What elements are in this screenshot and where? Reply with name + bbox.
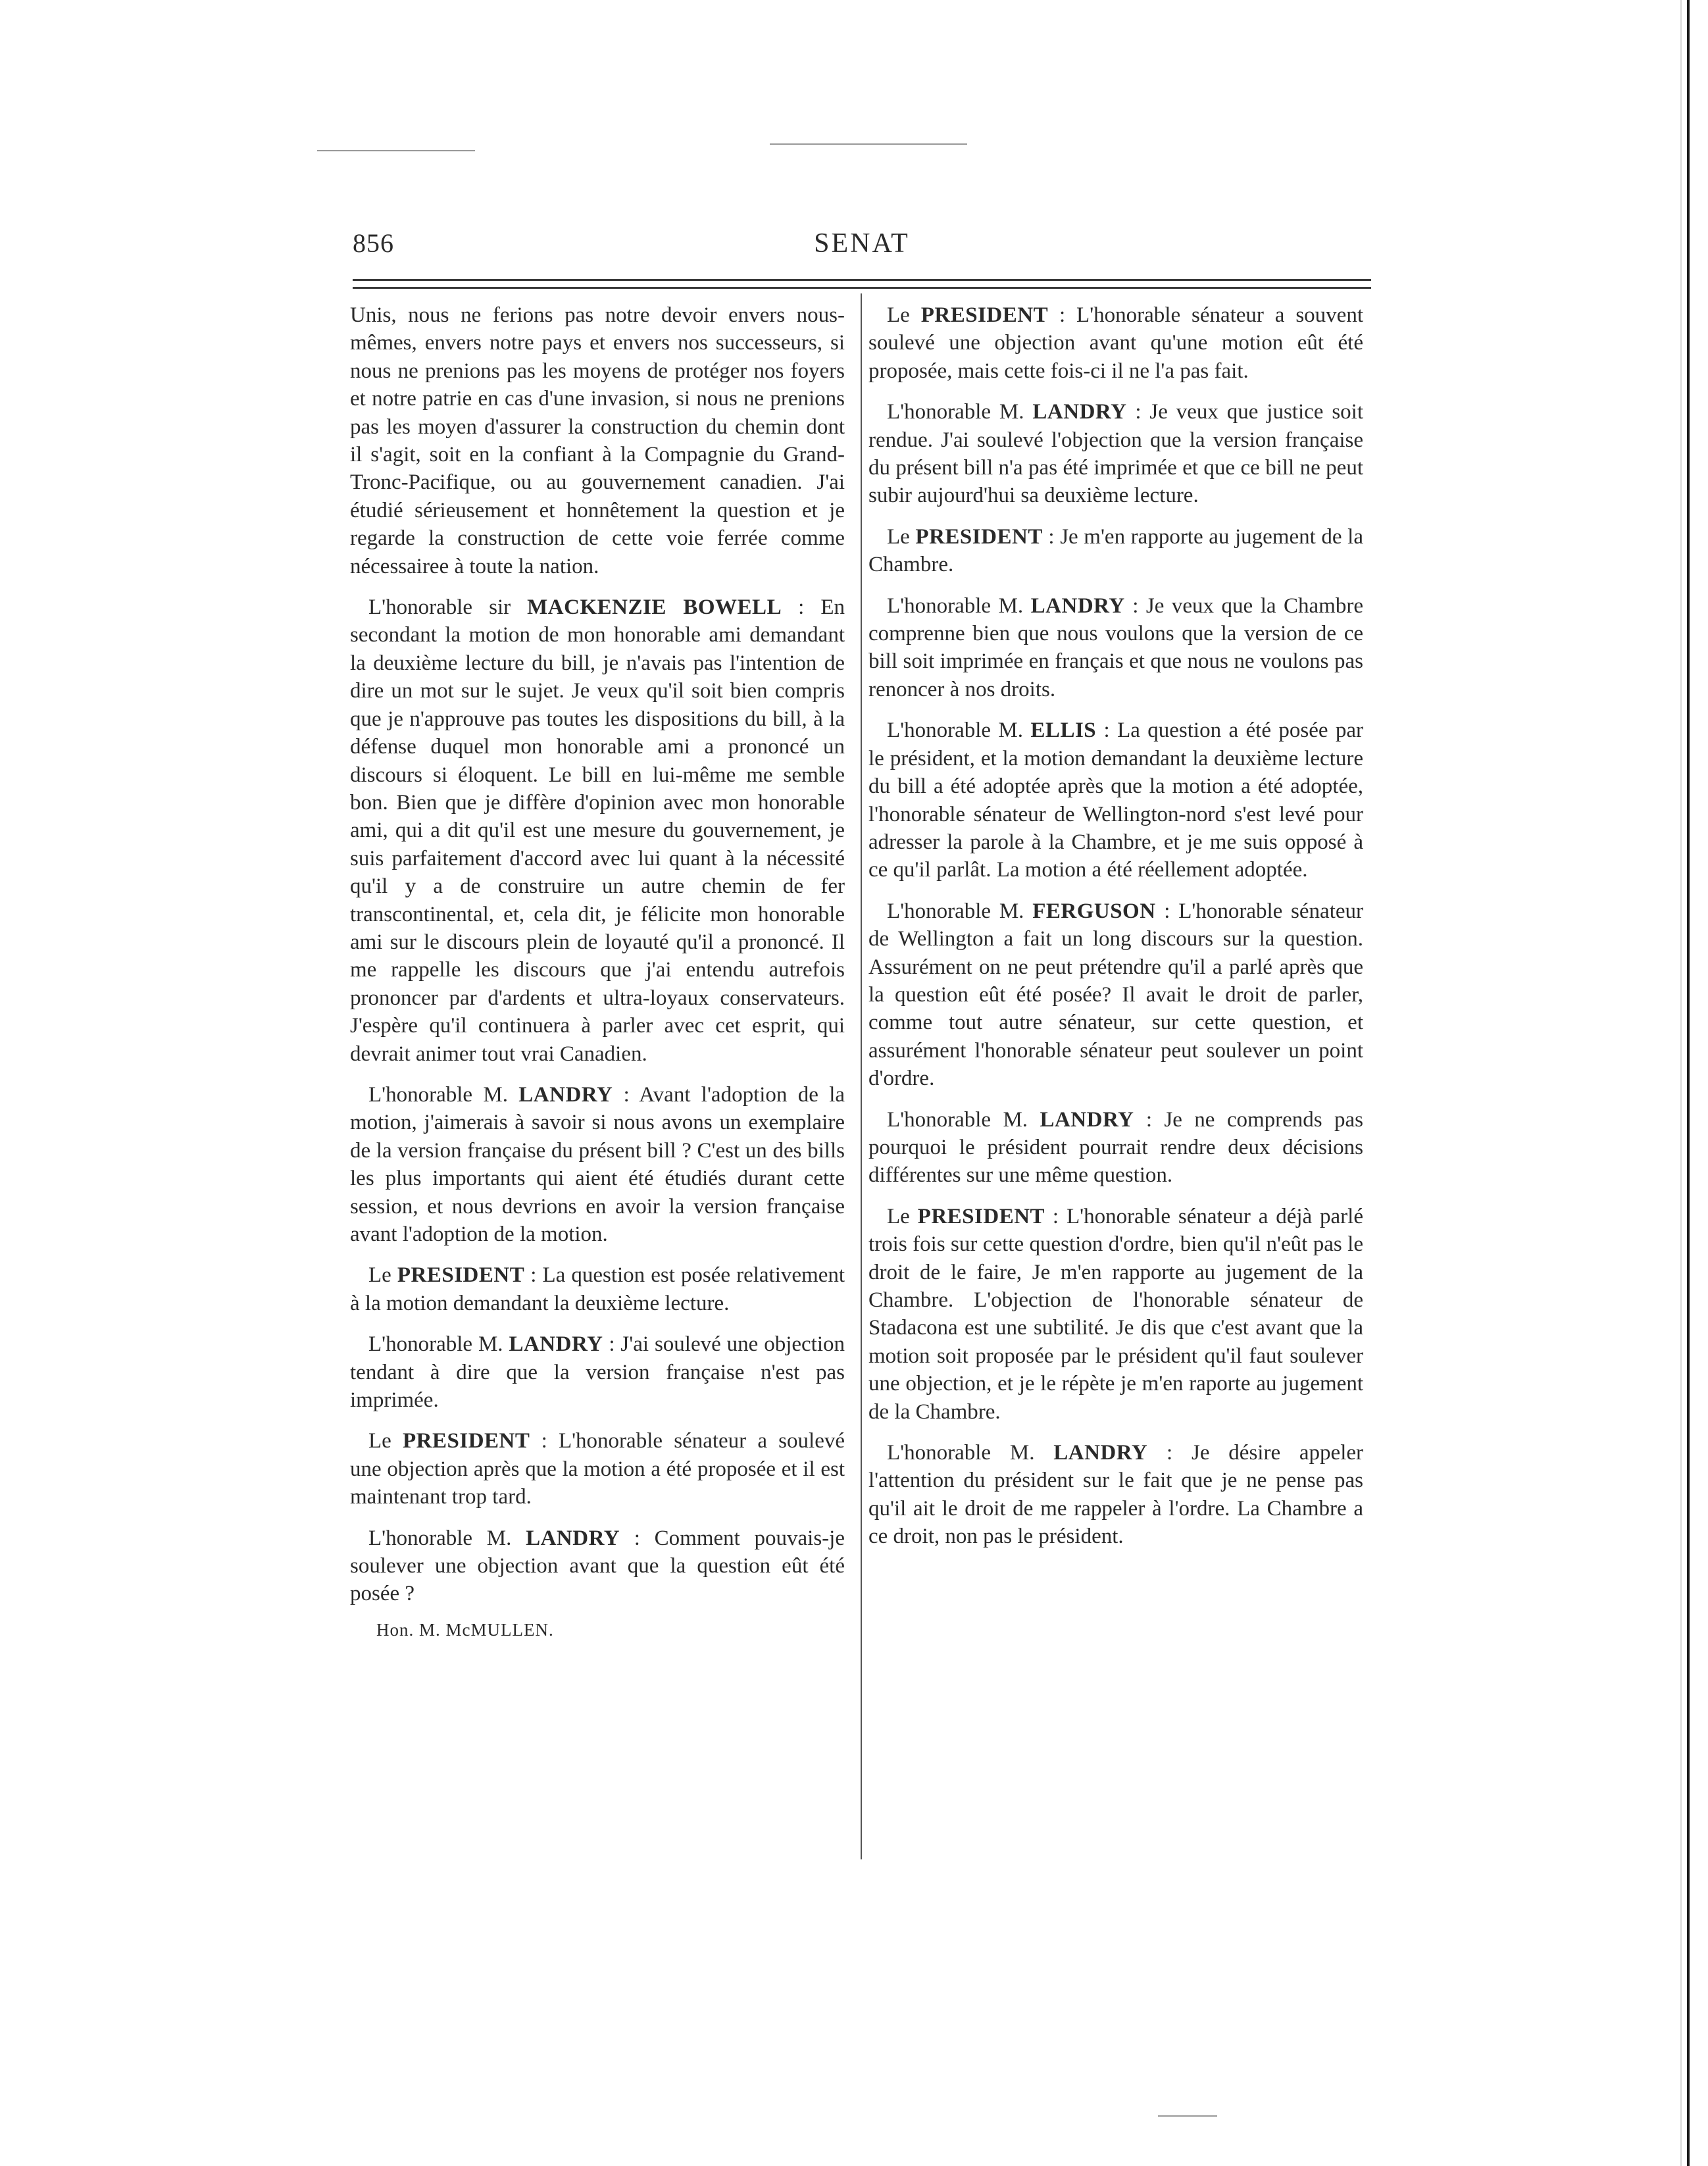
speaker-prefix: L'honorable M. xyxy=(887,899,1033,923)
speech-text: : Comment pouvais-je soulever une objection avant que la question eût été posée ? xyxy=(350,1526,845,1606)
speaker-prefix: Le xyxy=(368,1263,397,1288)
speech-paragraph xyxy=(868,1203,1363,1426)
speaker-name: LANDRY xyxy=(1053,1441,1148,1465)
speech-paragraph xyxy=(868,398,1363,510)
speech-text: : Je désire appeler l'attention du président sur le fait que je ne pense pas qu'il ait le droit de me rappeler à l'ordre. La Chambre a ce droit, non pas le président. xyxy=(868,1441,1363,1549)
speaker-prefix: L'honorable M. xyxy=(887,1107,1040,1132)
speaker-name: LANDRY xyxy=(1032,400,1127,424)
speech-paragraph xyxy=(350,1427,845,1511)
speaker-prefix: L'honorable M. xyxy=(368,1332,509,1357)
speech-text: : Avant l'adoption de la motion, j'aimerais à savoir si nous avons un exemplaire de la version française du présent bill ? C'est un des bills les plus importants qui aient été étudiés durant cette session, et nous devrions en avoir la version française avant l'adoption de la motion. xyxy=(350,1082,845,1246)
speech-text: : En secondant la motion de mon honorable ami demandant la deuxième lecture du bill, je n'avais pas l'intention de dire un mot sur le sujet. Je veux qu'il soit bien compris que je n'approuve pas toutes les dispositions du bill, à la défense duquel mon honorable ami a prononcé un discours si éloquent. Le bill en lui-même me semble bon. Bien que je diffère d'opinion avec mon honorable ami, qui a dit qu'il est une mesure du gouvernement, je suis parfaitement d'accord avec lui quant à la nécessité qu'il y a de construire un autre chemin de fer transcontinental, et, cela dit, je félicite mon honorable ami sur le discours plein de loyauté qu'il a prononcé. Il me rappelle les discours que j'ai entendu autrefois prononcer par d'ardents et ultra-loyaux conservateurs. J'espère qu'il continuera à parler avec cet esprit, qui devrait animer tout vrai Canadien. xyxy=(350,595,845,1066)
speaker-prefix: Le xyxy=(368,1429,403,1453)
page-number: 856 xyxy=(353,228,394,258)
speaker-name: LANDRY xyxy=(1040,1107,1134,1132)
speech-text: : La question est posée relativement à la motion demandant la deuxième lecture. xyxy=(350,1263,845,1315)
speaker-prefix: L'honorable M. xyxy=(887,1441,1054,1465)
scan-speck xyxy=(1158,2115,1217,2117)
speech-paragraph xyxy=(350,1081,845,1248)
speaker-name: LANDRY xyxy=(1030,593,1125,618)
continuation-paragraph: Unis, nous ne ferions pas notre devoir envers nous-mêmes, envers notre pays et envers nos successeurs, si nous ne prenions pas les moyens de protéger nos foyers et notre patrie en cas d'une invasion, si nous ne prenions pas les moyen d'assurer la construction du chemin dont il s'agit, soit en la confiant à la Compagnie du Grand-Tronc-Pacifique, ou au gouvernement canadien. J'ai étudié sérieusement et honnêtement la question et je regarde la construction de cette voie ferrée comme nécessairee à toute la nation. xyxy=(350,303,845,578)
speech-paragraph xyxy=(868,1439,1363,1551)
speaker-name: PRESIDENT xyxy=(920,303,1049,327)
scan-edge-line xyxy=(1687,0,1690,2166)
scan-speck xyxy=(770,143,967,145)
speaker-prefix: L'honorable M. xyxy=(368,1082,519,1107)
speech-text: : L'honorable sénateur a soulevé une objection après que la motion a été proposée et il est maintenant trop tard. xyxy=(350,1429,845,1509)
speech-paragraph xyxy=(868,523,1363,579)
speech-text: : Je veux que la Chambre comprenne bien que nous voulons que la version de ce bill soit imprimée en français et que nous ne voulons pas renoncer à nos droits. xyxy=(868,593,1363,701)
speech-text: : Je veux que justice soit rendue. J'ai soulevé l'objection que la version française du présent bill n'a pas été imprimée et que ce bill ne peut subir aujourd'hui sa deuxième lecture. xyxy=(868,400,1363,508)
speaker-prefix: Le xyxy=(887,303,921,327)
speaker-name: PRESIDENT xyxy=(915,524,1043,549)
speech-paragraph xyxy=(350,593,845,1068)
speech-text: : L'honorable sénateur a souvent soulevé une objection avant qu'une motion eût été proposée, mais cette fois-ci il ne l'a pas fait. xyxy=(868,303,1363,383)
speech-text: : Je m'en rapporte au jugement de la Chambre. xyxy=(868,524,1363,577)
speech-paragraph xyxy=(868,301,1363,385)
column-divider xyxy=(861,293,862,1859)
header-rule-top xyxy=(353,279,1371,281)
speech-text: : La question a été posée par le président, et la motion demandant la deuxième lecture du bill a été adoptée après que la motion a été adoptée, l'honorable sénateur de Wellington-nord s'est levé pour adresser la parole à la Chambre, et je me suis opposé à ce qu'il parlât. La motion a été réellement adoptée. xyxy=(868,718,1363,882)
speaker-name: PRESIDENT xyxy=(917,1204,1045,1228)
speaker-prefix: L'honorable M. xyxy=(887,593,1031,618)
header-rule-bottom xyxy=(353,287,1371,289)
speaker-name: FERGUSON xyxy=(1032,899,1156,923)
speaker-prefix: L'honorable sir xyxy=(368,595,528,620)
speech-paragraph xyxy=(350,1261,845,1317)
speaker-name: ELLIS xyxy=(1030,718,1097,743)
speaker-name: LANDRY xyxy=(526,1526,620,1550)
speech-paragraph xyxy=(868,592,1363,704)
speaker-name: LANDRY xyxy=(509,1332,603,1357)
speaker-prefix: Le xyxy=(887,1204,918,1228)
speaker-name: LANDRY xyxy=(518,1082,613,1107)
speaker-name: MACKENZIE BOWELL xyxy=(527,595,782,620)
speech-text: : L'honorable sénateur a déjà parlé trois fois sur cette question d'ordre, bien qu'il n'eût pas le droit de le faire, Je m'en rapporte au jugement de la Chambre. L'objection de l'honorable sénateur de Stadacona est une subtilité. Je dis que c'est avant que la motion soit proposée par le président qu'il faut soulever une objection, et je le répète je m'en raporte au jugement de la Chambre. xyxy=(868,1204,1363,1424)
speaker-prefix: Le xyxy=(887,524,916,549)
speaker-prefix: L'honorable M. xyxy=(887,400,1033,424)
running-footer-speaker: Hon. M. McMULLEN. xyxy=(376,1619,554,1640)
speaker-prefix: L'honorable M. xyxy=(887,718,1031,743)
speech-text: : L'honorable sénateur de Wellington a fait un long discours sur la question. Assurément on ne peut prétendre qu'il a parlé après que la question eût été posée? Il avait le droit de parler, comme tout autre sénateur, sur cette question, et assurément l'honorable sénateur peut soulever un point d'ordre. xyxy=(868,899,1363,1091)
left-column xyxy=(350,301,845,1644)
speech-paragraph xyxy=(350,1330,845,1414)
right-column xyxy=(868,301,1363,1564)
speech-text: : J'ai soulevé une objection tendant à dire que la version française n'est pas imprimée. xyxy=(350,1332,845,1413)
scan-speck xyxy=(317,150,475,151)
speech-text: : Je ne comprends pas pourquoi le président pourrait rendre deux décisions différentes sur une même question. xyxy=(868,1107,1363,1188)
speaker-name: PRESIDENT xyxy=(403,1429,530,1453)
speech-paragraph xyxy=(868,1106,1363,1190)
speaker-prefix: L'honorable M. xyxy=(368,1526,526,1550)
speaker-name: PRESIDENT xyxy=(397,1263,525,1288)
page-header xyxy=(353,228,1371,267)
running-title: SENAT xyxy=(814,228,910,259)
speech-paragraph xyxy=(350,1524,845,1608)
scan-edge-shadow xyxy=(1680,0,1682,2166)
speech-paragraph xyxy=(868,717,1363,884)
speech-paragraph xyxy=(868,897,1363,1093)
